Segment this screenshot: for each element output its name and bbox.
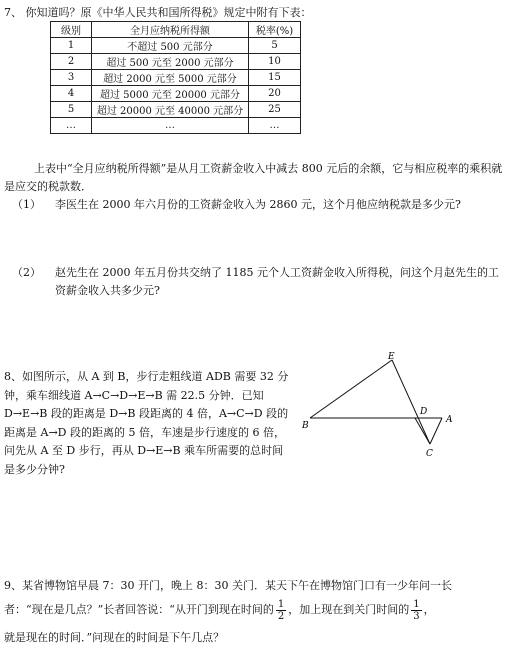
table-row (51, 70, 301, 86)
cell-income: 超过 500 元至 2000 元部分 (92, 54, 249, 70)
cell-level: 2 (51, 54, 92, 70)
table-row (51, 86, 301, 102)
cell-income: 不超过 500 元部分 (92, 38, 249, 54)
q7-sub2-question: 赵先生在 2000 年五月份共交纳了 1185 元个人工资薪金收入所得税，问这个月赵先生的工资薪金收入共多少元? (55, 266, 499, 297)
line-c-a (430, 418, 442, 444)
label-d: D (420, 407, 428, 417)
cell-income: 超过 5000 元至 20000 元部分 (92, 86, 249, 102)
table-row (51, 118, 301, 134)
cell-rate: 5 (249, 38, 301, 54)
cell-income: … (92, 118, 249, 134)
q9-line2-part-b: ，加上现在到关门时间的 (288, 603, 410, 616)
table-header-row (51, 22, 301, 38)
q9-line1: 9、某省博物馆早晨 7：30 开门，晚上 8：30 关门．某天下午在博物馆门口有一少年问一长 (4, 579, 452, 592)
line-b-e (310, 360, 392, 418)
fraction-one-third (411, 599, 421, 622)
tax-rate-table (50, 21, 301, 134)
label-e: E (388, 352, 395, 362)
fraction-denominator: 2 (277, 610, 285, 622)
cell-income: 超过 2000 元至 5000 元部分 (92, 70, 249, 86)
q7-title: 7、 你知道吗？原《中华人民共和国所得税》规定中附有下表： (4, 6, 312, 19)
q8-question: 8、如图所示，从 A 到 B，步行走粗线道 ADB 需要 32 分钟，乘车细线道 A→C→D→E→B 需 22.5 分钟．已知 D→E→B 段的距离是 D→B 段距离的 4 倍，A→C→D 段的距离是 A→D 段的距离的 5 倍，车速是步行速度的 6 倍，问先从 A 至 D 步行，再从 D→E→B 乘车所需要的总时间是多少分钟? (4, 370, 289, 476)
label-c: C (426, 449, 433, 459)
q9-line3: 就是现在的时间．”问现在的时间是下午几点？ (4, 631, 225, 644)
header-level: 级别 (51, 22, 92, 38)
q9-line2-part-c: ， (423, 603, 435, 616)
table-row (51, 54, 301, 70)
cell-level: … (51, 118, 92, 134)
cell-rate: … (249, 118, 301, 134)
q7-sub1-question: 李医生在 2000 年六月份的工资薪金收入为 2860 元，这个月他应纳税款是多少元? (55, 198, 461, 211)
cell-level: 4 (51, 86, 92, 102)
cell-level: 3 (51, 70, 92, 86)
q7-sub1-label: （1） (12, 198, 41, 211)
q7-sub2-label: （2） (12, 266, 41, 279)
fraction-numerator: 1 (277, 598, 285, 610)
line-e-c (392, 360, 430, 444)
cell-rate: 25 (249, 102, 301, 118)
cell-level: 1 (51, 38, 92, 54)
cell-income: 超过 20000 元至 40000 元部分 (92, 102, 249, 118)
line-d-c (415, 418, 430, 444)
fraction-one-half (276, 599, 286, 622)
fraction-numerator: 1 (413, 598, 420, 610)
cell-rate: 20 (249, 86, 301, 102)
label-a: A (446, 415, 453, 425)
cell-rate: 10 (249, 54, 301, 70)
label-b: B (302, 421, 309, 431)
cell-rate: 15 (249, 70, 301, 86)
header-income: 全月应纳税所得额 (92, 22, 249, 38)
header-rate: 税率(%) (249, 22, 301, 38)
fraction-denominator: 3 (413, 610, 420, 622)
q7-explanation: 上表中“全月应纳税所得额”是从月工资薪金收入中减去 800 元后的余额，它与相应税率的乘积就是应交的税款数． (4, 162, 503, 193)
q9-line2-part-a: 者：“现在是几点？”长者回答说：“从开门到现在时间的 (4, 603, 274, 616)
table-row (51, 38, 301, 54)
q8-route-diagram (300, 352, 470, 462)
cell-level: 5 (51, 102, 92, 118)
q9-line2 (4, 598, 435, 622)
table-row (51, 102, 301, 118)
